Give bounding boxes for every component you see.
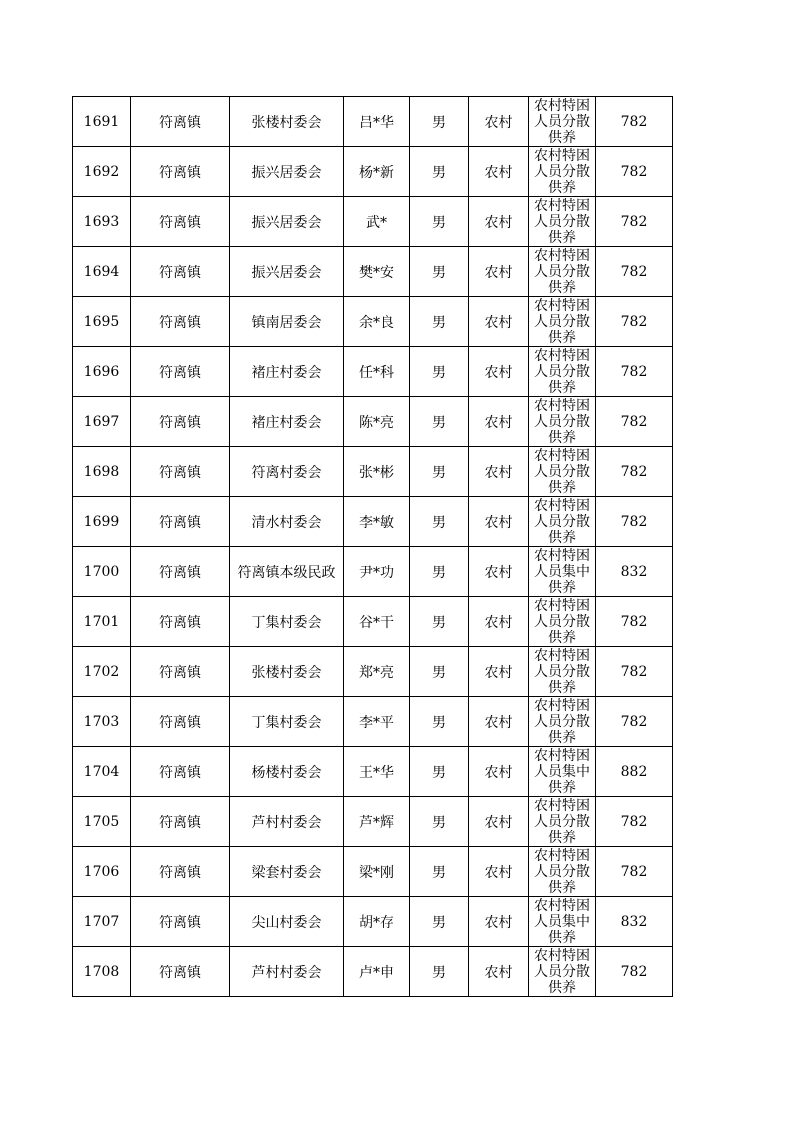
support-type-text: 农村特困人员分散供养 [534,648,590,695]
row-number-cell: 1708 [73,947,131,997]
support-type-cell [529,497,596,547]
amount-cell: 782 [596,697,673,747]
table-row [73,147,673,197]
support-type-cell [529,447,596,497]
table-row [73,97,673,147]
person-name-cell: 卢*申 [344,947,410,997]
table-row [73,647,673,697]
table-row [73,897,673,947]
person-name-cell: 郑*亮 [344,647,410,697]
row-number-cell: 1698 [73,447,131,497]
row-number-cell: 1699 [73,497,131,547]
amount-cell: 782 [596,397,673,447]
area-cell: 农村 [469,647,529,697]
row-number-cell: 1703 [73,697,131,747]
support-type-text: 农村特困人员分散供养 [534,448,590,495]
committee-cell: 梁套村委会 [230,847,344,897]
area-cell: 农村 [469,397,529,447]
support-type-text: 农村特困人员集中供养 [534,748,590,795]
person-name-cell: 陈*亮 [344,397,410,447]
table-row [73,697,673,747]
gender-cell: 男 [410,747,469,797]
support-type-text: 农村特困人员分散供养 [534,598,590,645]
committee-cell: 振兴居委会 [230,147,344,197]
row-number-cell: 1706 [73,847,131,897]
area-cell: 农村 [469,547,529,597]
support-type-cell [529,197,596,247]
table-row [73,397,673,447]
gender-cell: 男 [410,697,469,747]
support-type-cell [529,847,596,897]
amount-cell: 782 [596,797,673,847]
support-type-text: 农村特困人员分散供养 [534,848,590,895]
town-cell: 符离镇 [131,747,230,797]
person-name-cell: 李*平 [344,697,410,747]
table-row [73,497,673,547]
support-type-text: 农村特困人员分散供养 [534,948,590,995]
committee-cell: 清水村委会 [230,497,344,547]
area-cell: 农村 [469,697,529,747]
town-cell: 符离镇 [131,797,230,847]
gender-cell: 男 [410,97,469,147]
town-cell: 符离镇 [131,697,230,747]
table-row [73,547,673,597]
person-name-cell: 谷*干 [344,597,410,647]
amount-cell: 782 [596,147,673,197]
amount-cell: 832 [596,547,673,597]
gender-cell: 男 [410,347,469,397]
support-type-text: 农村特困人员分散供养 [534,148,590,195]
support-type-cell [529,297,596,347]
committee-cell: 张楼村委会 [230,97,344,147]
gender-cell: 男 [410,397,469,447]
support-type-cell [529,597,596,647]
committee-cell: 杨楼村委会 [230,747,344,797]
row-number-cell: 1696 [73,347,131,397]
area-cell: 农村 [469,447,529,497]
support-type-text: 农村特困人员分散供养 [534,248,590,295]
area-cell: 农村 [469,97,529,147]
area-cell: 农村 [469,497,529,547]
gender-cell: 男 [410,897,469,947]
support-type-cell [529,947,596,997]
gender-cell: 男 [410,597,469,647]
gender-cell: 男 [410,847,469,897]
table-row [73,797,673,847]
town-cell: 符离镇 [131,247,230,297]
gender-cell: 男 [410,147,469,197]
amount-cell: 782 [596,297,673,347]
support-type-text: 农村特困人员分散供养 [534,298,590,345]
person-name-cell: 梁*刚 [344,847,410,897]
amount-cell: 782 [596,847,673,897]
committee-cell: 褚庄村委会 [230,397,344,447]
table-row [73,947,673,997]
area-cell: 农村 [469,347,529,397]
town-cell: 符离镇 [131,397,230,447]
area-cell: 农村 [469,847,529,897]
support-type-cell [529,647,596,697]
committee-cell: 丁集村委会 [230,697,344,747]
town-cell: 符离镇 [131,97,230,147]
area-cell: 农村 [469,747,529,797]
table-row [73,447,673,497]
row-number-cell: 1705 [73,797,131,847]
committee-cell: 丁集村委会 [230,597,344,647]
amount-cell: 782 [596,447,673,497]
support-type-cell [529,97,596,147]
row-number-cell: 1697 [73,397,131,447]
gender-cell: 男 [410,647,469,697]
town-cell: 符离镇 [131,847,230,897]
support-type-text: 农村特困人员分散供养 [534,398,590,445]
support-type-cell [529,147,596,197]
support-type-cell [529,897,596,947]
row-number-cell: 1693 [73,197,131,247]
table-row [73,247,673,297]
row-number-cell: 1695 [73,297,131,347]
gender-cell: 男 [410,497,469,547]
amount-cell: 782 [596,497,673,547]
gender-cell: 男 [410,947,469,997]
person-name-cell: 樊*安 [344,247,410,297]
person-name-cell: 余*良 [344,297,410,347]
gender-cell: 男 [410,797,469,847]
support-type-text: 农村特困人员分散供养 [534,348,590,395]
person-name-cell: 李*敏 [344,497,410,547]
person-name-cell: 吕*华 [344,97,410,147]
amount-cell: 782 [596,347,673,397]
person-name-cell: 王*华 [344,747,410,797]
support-type-cell [529,347,596,397]
area-cell: 农村 [469,297,529,347]
town-cell: 符离镇 [131,897,230,947]
town-cell: 符离镇 [131,197,230,247]
support-type-cell [529,547,596,597]
support-type-text: 农村特困人员集中供养 [534,898,590,945]
town-cell: 符离镇 [131,447,230,497]
support-type-text: 农村特困人员分散供养 [534,698,590,745]
support-type-cell [529,397,596,447]
gender-cell: 男 [410,247,469,297]
support-type-text: 农村特困人员分散供养 [534,498,590,545]
committee-cell: 符离镇本级民政 [230,547,344,597]
row-number-cell: 1704 [73,747,131,797]
table-row [73,847,673,897]
row-number-cell: 1694 [73,247,131,297]
amount-cell: 782 [596,597,673,647]
committee-cell: 褚庄村委会 [230,347,344,397]
town-cell: 符离镇 [131,497,230,547]
person-name-cell: 武* [344,197,410,247]
row-number-cell: 1700 [73,547,131,597]
committee-cell: 振兴居委会 [230,247,344,297]
gender-cell: 男 [410,297,469,347]
table-body [73,97,673,997]
row-number-cell: 1702 [73,647,131,697]
area-cell: 农村 [469,197,529,247]
area-cell: 农村 [469,597,529,647]
area-cell: 农村 [469,797,529,847]
gender-cell: 男 [410,447,469,497]
row-number-cell: 1691 [73,97,131,147]
amount-cell: 832 [596,897,673,947]
committee-cell: 镇南居委会 [230,297,344,347]
gender-cell: 男 [410,197,469,247]
amount-cell: 782 [596,647,673,697]
person-name-cell: 尹*功 [344,547,410,597]
table-row [73,747,673,797]
area-cell: 农村 [469,947,529,997]
town-cell: 符离镇 [131,647,230,697]
row-number-cell: 1692 [73,147,131,197]
amount-cell: 782 [596,247,673,297]
support-type-text: 农村特困人员集中供养 [534,548,590,595]
gender-cell: 男 [410,547,469,597]
person-name-cell: 任*科 [344,347,410,397]
support-type-text: 农村特困人员分散供养 [534,798,590,845]
town-cell: 符离镇 [131,297,230,347]
person-name-cell: 胡*存 [344,897,410,947]
support-type-cell [529,797,596,847]
committee-cell: 芦村村委会 [230,797,344,847]
table-row [73,347,673,397]
town-cell: 符离镇 [131,347,230,397]
amount-cell: 882 [596,747,673,797]
person-name-cell: 芦*辉 [344,797,410,847]
committee-cell: 尖山村委会 [230,897,344,947]
committee-cell: 符离村委会 [230,447,344,497]
row-number-cell: 1707 [73,897,131,947]
person-name-cell: 杨*新 [344,147,410,197]
committee-cell: 张楼村委会 [230,647,344,697]
town-cell: 符离镇 [131,947,230,997]
support-type-cell [529,747,596,797]
support-type-cell [529,697,596,747]
amount-cell: 782 [596,97,673,147]
area-cell: 农村 [469,247,529,297]
committee-cell: 芦村村委会 [230,947,344,997]
table-row [73,597,673,647]
town-cell: 符离镇 [131,597,230,647]
person-name-cell: 张*彬 [344,447,410,497]
records-table [72,96,673,997]
support-type-text: 农村特困人员分散供养 [534,98,590,145]
table-row [73,197,673,247]
amount-cell: 782 [596,197,673,247]
support-type-text: 农村特困人员分散供养 [534,198,590,245]
row-number-cell: 1701 [73,597,131,647]
area-cell: 农村 [469,147,529,197]
area-cell: 农村 [469,897,529,947]
table-row [73,297,673,347]
amount-cell: 782 [596,947,673,997]
committee-cell: 振兴居委会 [230,197,344,247]
support-type-cell [529,247,596,297]
town-cell: 符离镇 [131,147,230,197]
town-cell: 符离镇 [131,547,230,597]
